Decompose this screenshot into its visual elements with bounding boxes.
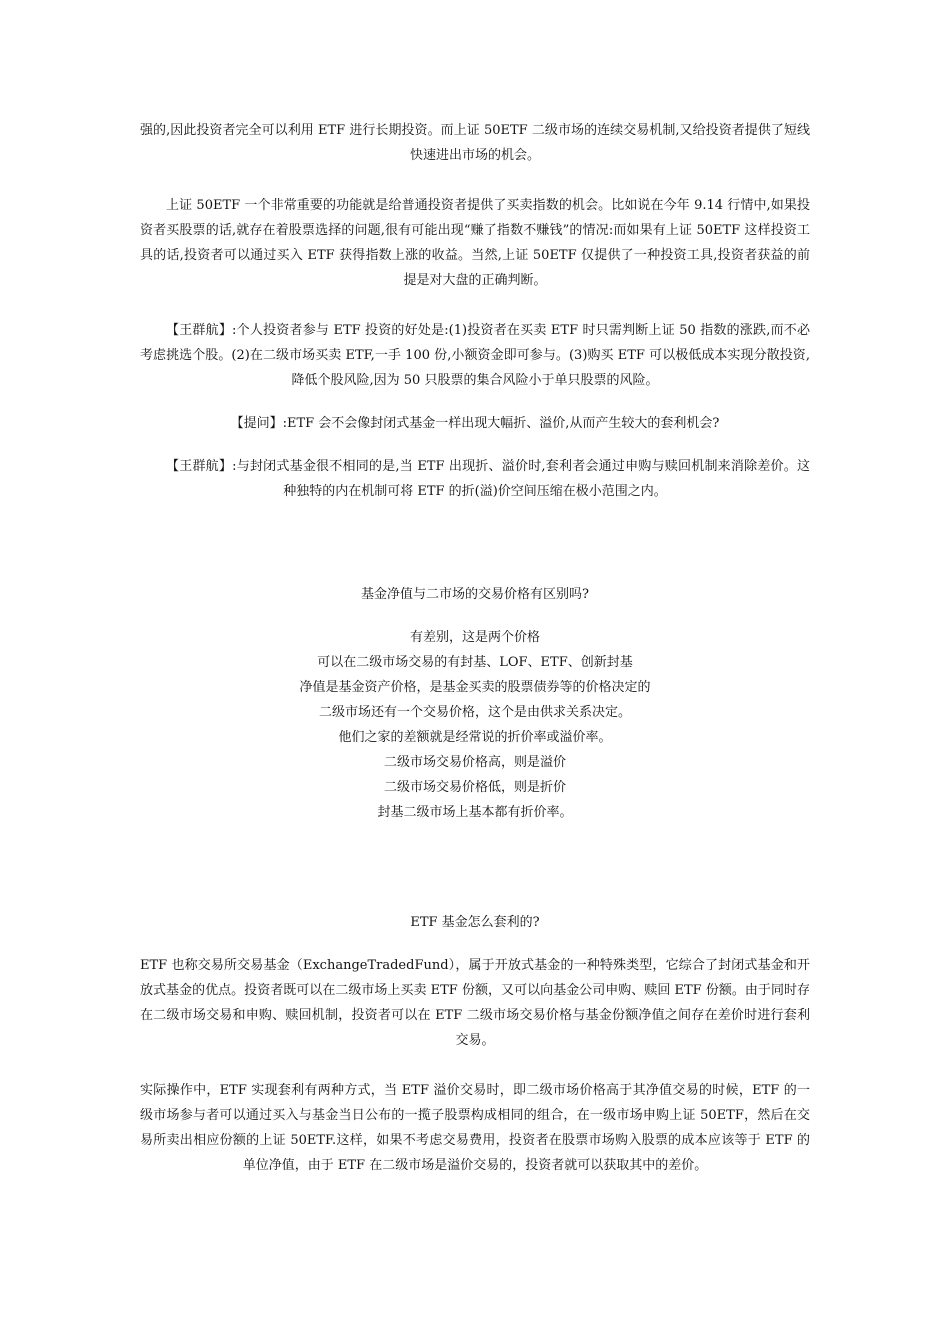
paragraph-wang-answer: 【王群航】:与封闭式基金很不相同的是,当 ETF 出现折、溢价时,套利者会通过申购与赎回机制来消除差价。这种独特的内在机制可将 ETF 的折(溢)价空间压缩在极小范围之内。: [166, 459, 810, 499]
paragraph-etf-definition: ETF 也称交易所交易基金（ExchangeTradedFund），属于开放式基金的一种特殊类型，它综合了封闭式基金和开放式基金的优点。投资者既可以在二级市场上买卖 ETF 份额，又可以向基金公司申购、赎回 ETF 份额。由于同时存在二级市场交易和申购、赎回机制，投资者可以在 ETF 二级市场交易价格与基金份额净值之间存在差价时进行套利交易。: [140, 958, 810, 1048]
list-item: 净值是基金资产价格，是基金买卖的股票债券等的价格决定的: [299, 680, 651, 695]
list-item: 二级市场交易价格高，则是溢价: [383, 755, 566, 770]
paragraph-arbitrage-method: 实际操作中，ETF 实现套利有两种方式，当 ETF 溢价交易时，即二级市场价格高于其净值交易的时候，ETF 的一级市场参与者可以通过买入与基金当日公布的一揽子股票构成相同的组合，在一级市场申购上证 50ETF，然后在交易所卖出相应份额的上证 50ETF.这样，如果不考虑交易费用，投资者在股票市场购入股票的成本应该等于 ETF 的单位净值，由于 ETF 在二级市场是溢价交易的，投资者就可以获取其中的差价。: [140, 1083, 810, 1173]
list-item: 他们之家的差额就是经常说的折价率或溢价率。: [338, 730, 612, 745]
paragraph-question: 【提问】:ETF 会不会像封闭式基金一样出现大幅折、溢价,从而产生较大的套利机会?: [230, 416, 720, 431]
list-item: 二级市场交易价格低，则是折价: [383, 780, 566, 795]
list-item: 二级市场还有一个交易价格，这个是由供求关系决定。: [318, 705, 631, 720]
list-item: 封基二级市场上基本都有折价率。: [377, 805, 573, 820]
section-title-etf-arbitrage: ETF 基金怎么套利的?: [410, 915, 540, 930]
paragraph-wang-benefits: 【王群航】:个人投资者参与 ETF 投资的好处是:(1)投资者在买卖 ETF 时只需判断上证 50 指数的涨跌,而不必考虑挑选个股。(2)在二级市场买卖 ETF,一手 100 份,小额资金即可参与。(3)购买 ETF 可以极低成本实现分散投资,降低个股风险,因为 50 只股票的集合风险小于单只股票的风险。: [140, 323, 810, 388]
list-item: 可以在二级市场交易的有封基、LOF、ETF、创新封基: [317, 655, 633, 670]
paragraph-index-trading: 上证 50ETF 一个非常重要的功能就是给普通投资者提供了买卖指数的机会。比如说在今年 9.14 行情中,如果投资者买股票的话,就存在着股票选择的问题,很有可能出现“赚了指数不赚钱”的情况:而如果有上证 50ETF 这样投资工具的话,投资者可以通过买入 ETF 获得指数上涨的收益。当然,上证 50ETF 仅提供了一种投资工具,投资者获益的前提是对大盘的正确判断。: [140, 198, 810, 288]
list-item: 有差别，这是两个价格: [409, 630, 540, 645]
document-page: [140, 118, 810, 1178]
nav-vs-price-lines: [140, 625, 810, 825]
paragraph-long-term-investment: 强的,因此投资者完全可以利用 ETF 进行长期投资。而上证 50ETF 二级市场的连续交易机制,又给投资者提供了短线快速进出市场的机会。: [140, 123, 810, 163]
section-title-nav-vs-price: 基金净值与二市场的交易价格有区别吗?: [361, 587, 589, 602]
